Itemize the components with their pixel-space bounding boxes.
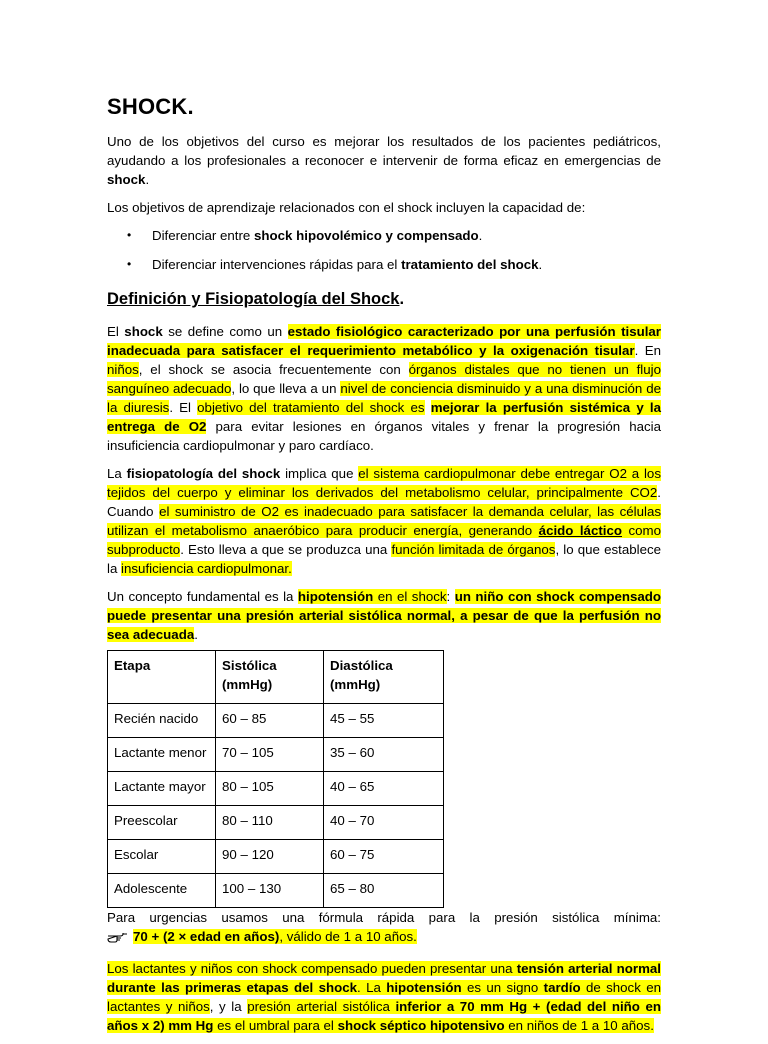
table-cell: 40 – 65: [324, 772, 444, 806]
section-heading: Definición y Fisiopatología del Shock.: [107, 290, 405, 308]
table-cell: Recién nacido: [108, 704, 216, 738]
list-item: • Diferenciar intervenciones rápidas para el tratamiento del shock.: [127, 257, 543, 272]
formula-line: 70 + (2 × edad en años), válido de 1 a 10 años.: [107, 927, 661, 950]
table-cell: 90 – 120: [216, 840, 324, 874]
table-cell: 35 – 60: [324, 738, 444, 772]
bullet-icon: •: [127, 257, 132, 271]
table-cell: Escolar: [108, 840, 216, 874]
table-row: [108, 874, 444, 908]
pathophysiology-paragraph: La fisiopatología del shock implica que el sistema cardiopulmonar debe entregar O2 a los tejidos del cuerpo y eliminar los derivados del metabolismo celular, principalmente CO2. Cuando el suministro de O2 es inadecuado para satisfacer la demanda celular, las células utilizan el metabolismo anaeróbico para producir energía, generando ácido láctico como subproducto. Esto lleva a que se produzca una función limitada de órganos, lo que establece la insuficiencia cardiopulmonar.: [107, 466, 662, 576]
table-row: [108, 704, 444, 738]
bullet-icon: •: [127, 228, 132, 242]
table-cell: 80 – 105: [216, 772, 324, 806]
table-cell: 60 – 85: [216, 704, 324, 738]
table-row: [108, 772, 444, 806]
pointing-hand-icon: [107, 929, 129, 950]
table-cell: 60 – 75: [324, 840, 444, 874]
table-cell: Preescolar: [108, 806, 216, 840]
table-header-row: [108, 651, 444, 704]
table-row: [108, 738, 444, 772]
table-cell: 70 – 105: [216, 738, 324, 772]
final-paragraph: Los lactantes y niños con shock compensado pueden presentar una tensión arterial normal durante las primeras etapas del shock. La hipotensión es un signo tardío de shock en lactantes y niños, y la presión arterial sistólica inferior a 70 mm Hg + (edad del niño en años x 2) mm Hg es el umbral para el shock séptico hipotensivo en niños de 1 a 10 años.: [107, 961, 661, 1033]
blood-pressure-table: [107, 650, 444, 908]
table-cell: 65 – 80: [324, 874, 444, 908]
list-item: • Diferenciar entre shock hipovolémico y compensado.: [127, 228, 483, 243]
table-row: [108, 840, 444, 874]
column-header: Sistólica (mmHg): [216, 651, 324, 704]
table-cell: 40 – 70: [324, 806, 444, 840]
table-cell: 45 – 55: [324, 704, 444, 738]
objectives-list: [107, 226, 661, 274]
page-title: SHOCK.: [107, 94, 194, 119]
table-cell: Lactante menor: [108, 738, 216, 772]
formula-intro: Para urgencias usamos una fórmula rápida para la presión sistólica mínima:: [107, 910, 661, 925]
table-row: [108, 806, 444, 840]
table-cell: Lactante mayor: [108, 772, 216, 806]
table-cell: 100 – 130: [216, 874, 324, 908]
intro-paragraph: Uno de los objetivos del curso es mejorar los resultados de los pacientes pediátricos, ayudando a los profesionales a reconocer e intervenir de forma eficaz en emergencias de shock.: [107, 134, 661, 187]
objectives-intro: Los objetivos de aprendizaje relacionados con el shock incluyen la capacidad de:: [107, 200, 586, 215]
definition-paragraph: El shock se define como un estado fisiológico caracterizado por una perfusión tisular inadecuada para satisfacer el requerimiento metabólico y la oxigenación tisular. En niños, el shock se asocia frecuentemente con órganos distales que no tienen un flujo sanguíneo adecuado, lo que lleva a un nivel de conciencia disminuido y a una disminución de la diuresis. El objetivo del tratamiento del shock es mejorar la perfusión sistémica y la entrega de O2 para evitar lesiones en órganos vitales y frenar la progresión hacia insuficiencia cardiopulmonar y paro cardíaco.: [107, 324, 661, 453]
column-header: Diastólica (mmHg): [324, 651, 444, 704]
table-cell: 80 – 110: [216, 806, 324, 840]
document-body: [107, 92, 661, 1044]
column-header: Etapa: [108, 651, 216, 704]
table-cell: Adolescente: [108, 874, 216, 908]
concept-paragraph: Un concepto fundamental es la hipotensión en el shock: un niño con shock compensado puede presentar una presión arterial sistólica normal, a pesar de que la perfusión no sea adecuada.: [107, 589, 661, 642]
